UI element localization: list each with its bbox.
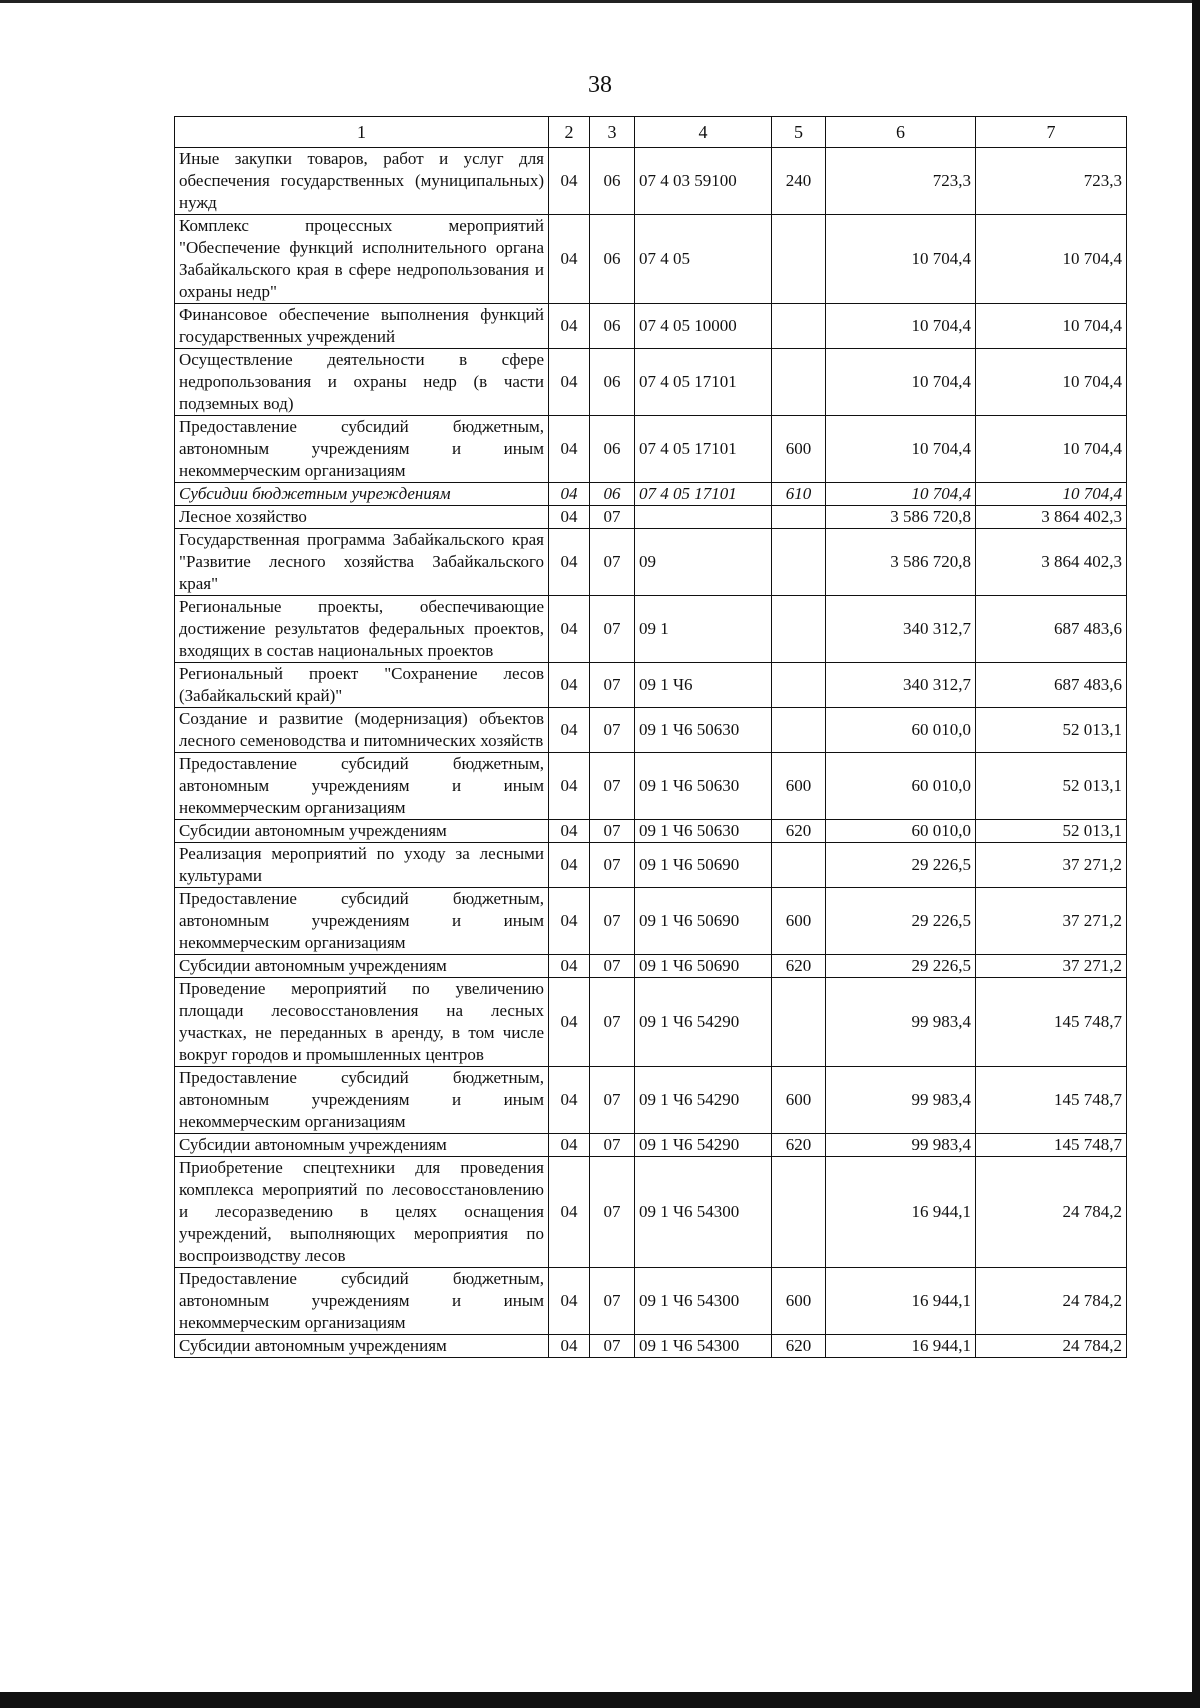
table-row [175,708,1127,753]
subsection-code: 07 [590,596,635,663]
section-code: 04 [549,1335,590,1358]
subsection-code: 06 [590,304,635,349]
table-row [175,1335,1127,1358]
target-article-code: 07 4 05 17101 [635,349,772,416]
scan-border-bottom [0,1692,1200,1708]
table-row [175,529,1127,596]
target-article-code: 09 1 Ч6 50630 [635,708,772,753]
amount-col7: 3 864 402,3 [976,506,1127,529]
amount-col7: 10 704,4 [976,349,1127,416]
row-name: Субсидии автономным учреждениям [175,820,549,843]
subsection-code: 07 [590,663,635,708]
amount-col7: 723,3 [976,148,1127,215]
table-row [175,1134,1127,1157]
target-article-code: 09 1 Ч6 54290 [635,1067,772,1134]
target-article-code: 07 4 05 10000 [635,304,772,349]
expense-type-code [772,596,826,663]
budget-table [174,116,1127,1358]
table-row [175,349,1127,416]
column-header: 3 [590,117,635,148]
table-row [175,753,1127,820]
target-article-code: 09 1 Ч6 50690 [635,888,772,955]
section-code: 04 [549,304,590,349]
section-code: 04 [549,483,590,506]
amount-col6: 29 226,5 [826,888,976,955]
row-name: Региональные проекты, обеспечивающие достижение результатов федеральных проектов, входящих в состав национальных проектов [175,596,549,663]
table-row [175,1067,1127,1134]
section-code: 04 [549,416,590,483]
amount-col6: 60 010,0 [826,708,976,753]
amount-col7: 687 483,6 [976,663,1127,708]
amount-col7: 10 704,4 [976,416,1127,483]
row-name: Иные закупки товаров, работ и услуг для обеспечения государственных (муниципальных) нужд [175,148,549,215]
table-row [175,955,1127,978]
expense-type-code: 620 [772,955,826,978]
column-header: 5 [772,117,826,148]
expense-type-code [772,1157,826,1268]
row-name: Субсидии автономным учреждениям [175,1134,549,1157]
row-name: Проведение мероприятий по увеличению площади лесовосстановления на лесных участках, не переданных в аренду, в том числе вокруг городов и промышленных центров [175,978,549,1067]
target-article-code: 09 1 Ч6 50630 [635,820,772,843]
target-article-code: 09 1 [635,596,772,663]
subsection-code: 07 [590,753,635,820]
section-code: 04 [549,955,590,978]
row-name: Осуществление деятельности в сфере недропользования и охраны недр (в части подземных вод) [175,349,549,416]
amount-col7: 37 271,2 [976,888,1127,955]
page-number: 38 [588,72,612,98]
row-name: Приобретение спецтехники для проведения комплекса мероприятий по лесовосстановлению и лесоразведению в целях оснащения учреждений, выполняющих мероприятия по воспроизводству лесов [175,1157,549,1268]
section-code: 04 [549,349,590,416]
table-row [175,1268,1127,1335]
amount-col6: 3 586 720,8 [826,506,976,529]
expense-type-code: 240 [772,148,826,215]
subsection-code: 07 [590,843,635,888]
row-name: Создание и развитие (модернизация) объектов лесного семеноводства и питомнических хозяйств [175,708,549,753]
section-code: 04 [549,1268,590,1335]
column-header: 6 [826,117,976,148]
amount-col6: 340 312,7 [826,663,976,708]
amount-col6: 99 983,4 [826,1067,976,1134]
amount-col6: 29 226,5 [826,843,976,888]
section-code: 04 [549,663,590,708]
table-body [175,148,1127,1358]
subsection-code: 07 [590,1335,635,1358]
expense-type-code: 600 [772,416,826,483]
subsection-code: 07 [590,955,635,978]
column-header: 1 [175,117,549,148]
amount-col6: 10 704,4 [826,416,976,483]
row-name: Предоставление субсидий бюджетным, автономным учреждениям и иным некоммерческим организациям [175,888,549,955]
amount-col7: 145 748,7 [976,1134,1127,1157]
amount-col7: 145 748,7 [976,978,1127,1067]
table-row [175,483,1127,506]
subsection-code: 07 [590,1268,635,1335]
section-code: 04 [549,1067,590,1134]
row-name: Предоставление субсидий бюджетным, автономным учреждениям и иным некоммерческим организациям [175,1067,549,1134]
table-row [175,506,1127,529]
table-row [175,1157,1127,1268]
expense-type-code: 620 [772,1134,826,1157]
amount-col6: 723,3 [826,148,976,215]
expense-type-code [772,349,826,416]
table-row [175,596,1127,663]
table-row [175,304,1127,349]
subsection-code: 07 [590,529,635,596]
amount-col6: 3 586 720,8 [826,529,976,596]
row-name: Субсидии автономным учреждениям [175,1335,549,1358]
subsection-code: 07 [590,1157,635,1268]
table-row [175,843,1127,888]
row-name: Предоставление субсидий бюджетным, автономным учреждениям и иным некоммерческим организациям [175,753,549,820]
scan-border-right [1192,0,1200,1708]
subsection-code: 06 [590,416,635,483]
subsection-code: 07 [590,888,635,955]
row-name: Субсидии бюджетным учреждениям [175,483,549,506]
target-article-code [635,506,772,529]
amount-col7: 24 784,2 [976,1335,1127,1358]
target-article-code: 09 1 Ч6 54290 [635,1134,772,1157]
row-name: Финансовое обеспечение выполнения функций государственных учреждений [175,304,549,349]
amount-col7: 3 864 402,3 [976,529,1127,596]
subsection-code: 06 [590,349,635,416]
expense-type-code [772,506,826,529]
table-row [175,888,1127,955]
subsection-code: 06 [590,215,635,304]
subsection-code: 07 [590,1067,635,1134]
section-code: 04 [549,1157,590,1268]
section-code: 04 [549,529,590,596]
expense-type-code [772,843,826,888]
section-code: 04 [549,753,590,820]
section-code: 04 [549,843,590,888]
subsection-code: 07 [590,820,635,843]
section-code: 04 [549,888,590,955]
column-header: 4 [635,117,772,148]
expense-type-code [772,978,826,1067]
row-name: Предоставление субсидий бюджетным, автономным учреждениям и иным некоммерческим организациям [175,1268,549,1335]
section-code: 04 [549,506,590,529]
section-code: 04 [549,978,590,1067]
target-article-code: 09 [635,529,772,596]
target-article-code: 07 4 05 17101 [635,416,772,483]
row-name: Предоставление субсидий бюджетным, автономным учреждениям и иным некоммерческим организациям [175,416,549,483]
subsection-code: 07 [590,1134,635,1157]
amount-col6: 16 944,1 [826,1335,976,1358]
row-name: Реализация мероприятий по уходу за лесными культурами [175,843,549,888]
target-article-code: 09 1 Ч6 54300 [635,1335,772,1358]
row-name: Комплекс процессных мероприятий "Обеспечение функций исполнительного органа Забайкальского края в сфере недропользования и охраны недр" [175,215,549,304]
expense-type-code [772,663,826,708]
target-article-code: 07 4 05 17101 [635,483,772,506]
expense-type-code: 600 [772,888,826,955]
amount-col7: 37 271,2 [976,955,1127,978]
amount-col7: 10 704,4 [976,483,1127,506]
amount-col6: 29 226,5 [826,955,976,978]
row-name: Региональный проект "Сохранение лесов (Забайкальский край)" [175,663,549,708]
amount-col7: 145 748,7 [976,1067,1127,1134]
amount-col7: 24 784,2 [976,1157,1127,1268]
subsection-code: 07 [590,708,635,753]
amount-col6: 10 704,4 [826,349,976,416]
subsection-code: 06 [590,148,635,215]
row-name: Лесное хозяйство [175,506,549,529]
amount-col6: 10 704,4 [826,483,976,506]
expense-type-code: 600 [772,1067,826,1134]
expense-type-code: 600 [772,1268,826,1335]
amount-col7: 687 483,6 [976,596,1127,663]
amount-col6: 10 704,4 [826,304,976,349]
amount-col7: 52 013,1 [976,820,1127,843]
target-article-code: 07 4 05 [635,215,772,304]
expense-type-code [772,529,826,596]
row-name: Субсидии автономным учреждениям [175,955,549,978]
amount-col6: 16 944,1 [826,1157,976,1268]
amount-col6: 99 983,4 [826,1134,976,1157]
table-row [175,416,1127,483]
amount-col7: 10 704,4 [976,215,1127,304]
amount-col6: 340 312,7 [826,596,976,663]
section-code: 04 [549,596,590,663]
target-article-code: 09 1 Ч6 54300 [635,1157,772,1268]
column-header: 2 [549,117,590,148]
table-row [175,148,1127,215]
target-article-code: 09 1 Ч6 54290 [635,978,772,1067]
target-article-code: 09 1 Ч6 50690 [635,955,772,978]
expense-type-code [772,304,826,349]
amount-col6: 10 704,4 [826,215,976,304]
column-header: 7 [976,117,1127,148]
section-code: 04 [549,708,590,753]
subsection-code: 07 [590,506,635,529]
amount-col7: 10 704,4 [976,304,1127,349]
amount-col7: 52 013,1 [976,753,1127,820]
target-article-code: 09 1 Ч6 50690 [635,843,772,888]
scan-border-top [0,0,1200,3]
table-row [175,978,1127,1067]
subsection-code: 06 [590,483,635,506]
expense-type-code: 620 [772,820,826,843]
target-article-code: 09 1 Ч6 54300 [635,1268,772,1335]
table-row [175,663,1127,708]
expense-type-code: 610 [772,483,826,506]
section-code: 04 [549,215,590,304]
row-name: Государственная программа Забайкальского края "Развитие лесного хозяйства Забайкальского края" [175,529,549,596]
amount-col7: 52 013,1 [976,708,1127,753]
target-article-code: 09 1 Ч6 50630 [635,753,772,820]
expense-type-code: 620 [772,1335,826,1358]
expense-type-code [772,708,826,753]
amount-col7: 24 784,2 [976,1268,1127,1335]
table-row [175,820,1127,843]
header-row [175,117,1127,148]
subsection-code: 07 [590,978,635,1067]
table-row [175,215,1127,304]
amount-col6: 60 010,0 [826,753,976,820]
amount-col7: 37 271,2 [976,843,1127,888]
section-code: 04 [549,820,590,843]
amount-col6: 60 010,0 [826,820,976,843]
expense-type-code: 600 [772,753,826,820]
section-code: 04 [549,1134,590,1157]
amount-col6: 99 983,4 [826,978,976,1067]
expense-type-code [772,215,826,304]
section-code: 04 [549,148,590,215]
amount-col6: 16 944,1 [826,1268,976,1335]
target-article-code: 09 1 Ч6 [635,663,772,708]
target-article-code: 07 4 03 59100 [635,148,772,215]
